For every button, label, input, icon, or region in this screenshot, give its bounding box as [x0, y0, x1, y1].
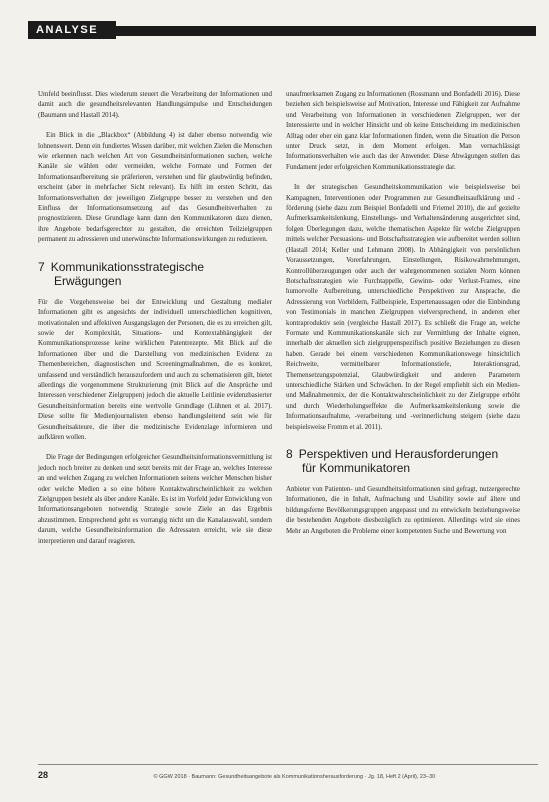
section-label: ANALYSE	[28, 21, 116, 39]
section-heading-8	[286, 447, 520, 475]
paragraph: Die Frage der Bedingungen erfolgreicher Gesundheitsinformationsvermittlung ist jedoch noch breiter zu denken und setzt bereits mit der Frage an, welches Interesse an und welchen Zugang zu welchen Informationen seitens welcher Menschen bisher oder welche Medien a so eine höhere Kontaktwahrscheinlichkeit zu welchen Zielgruppen besteht als über andere Kanäle. Es ist im Vorfeld jeder Entwicklung von Informationsangeboten notwendig Strategie sowie Ziele an das Ergebnis abzustimmen. Entsprechend geht es vorrangig nicht um die Kanalauswahl, sondern darum, welche Gesundheitsinformation die Adressaten erreicht, wie sie diese interpretieren und darauf reagieren.	[38, 454, 272, 545]
paragraph: Anbieter von Patienten- und Gesundheitsinformationen sind gefragt, nutzergerechte Informationen, die in Inhalt, Aufmachung und Usability sowie auf ältere und bildungsferne Bevölkerungsgruppen angepasst und zu entwickeln beziehungsweise die bestehenden Angebote diesbezüglich zu optimieren. Allerdings wird sie eines Mehr an Angeboten die Probleme einer kompetenten Suche und Bewertung von	[286, 486, 520, 535]
paragraph: Umfeld beeinflusst. Dies wiederum steuert die Verarbeitung der Informationen und damit auch die gesundheitsrelevanten Handlungsimpulse und Entscheidungen (Baumann und Hastall 2014).	[38, 91, 272, 119]
footer-rule	[38, 764, 538, 765]
page-footer	[38, 770, 538, 780]
paragraph: unaufmerksamen Zugang zu Informationen (Rossmann und Bonfadelli 2016). Diese beziehen sich beispielsweise auf Motivation, Interesse und Fähigkeit zur Aufnahme und Verarbeitung von Informationen in verschiedenen Zielgruppen, wer der Interessierte und in welcher Hinsicht und ob keine Entscheidung im medizinischen Alltag oder eher ein ganz klar Informationen finden, wenn die Situation die Person unter Druck setzt, in dem Moment erfolgen. Man vernachlässigt Informationsverhalten wie auch das der Anwender. Diese Abwägungen stellen das Fundament jeder erfolgreichen Kommunikationsstrategie dar.	[286, 91, 520, 171]
heading-line-1: Kommunikationsstrategische	[50, 259, 205, 274]
heading-number: 8	[286, 447, 293, 461]
heading-line-2: für Kommunikatoren	[302, 461, 411, 475]
page-number: 28	[38, 770, 49, 780]
right-column	[286, 90, 520, 547]
heading-number: 7	[38, 259, 45, 274]
heading-line-2: Erwägungen	[54, 273, 122, 288]
heading-line-1: Perspektiven und Herausforderungen	[298, 447, 499, 461]
footer-citation: © GGW 2018 · Baumann: Gesundheitsangebote als Kommunikationsherausforderung · Jg. 18, Heft 2 (April), 23–30	[153, 774, 436, 780]
paragraph: In der strategischen Gesundheitskommunikation wie beispielsweise bei Kampagnen, Interventionen oder Programmen zur Gesundheitsaufklärung und -förderung (siehe dazu zum Beispiel Bonfadelli und Friemel 2010), die auf gezielte Aufmerksamkeitslenkung, Einstellungs- und Verhaltensänderung ausgerichtet sind, folgen Überlegungen dazu, welche thematischen Aspekte für welche Zielgruppen mittels welcher Persuasions- und Botschaftsstrategien wie aufbereitet werden sollten (Hastall 2014; Keller und Lehmann 2008). In Abhängigkeit von persönlichen Voraussetzungen, Vorerfahrungen, Einstellungen, Risikowahrnehmungen, Kontrollüberzeugungen oder auch der wahrgenommenen sozialen Norm können Botschaftsstrategien wie Furchtappelle, Gewinn- oder Verlust-Frames, eine humorvolle Aufbereitung, unterschiedliche Perspektiven zur Ansprache, die Adressierung von Vorbildern, Fallbeispiele, Expertenaussagen oder die Einbindung von Testimonials in manchen Zielgruppen vielversprechend, in anderen eher kontraproduktiv sein (vergleiche Hastall 2017). Es schließt die Frage an, welche Formate und Kommunikationskanäle sich zur Vermittlung der Inhalte eignen, innerhalb der aktuellen sich zielgruppenspezifisch positive Beziehungen zu diesen haben. Gerade bei einem verschiedenen Kommunikationswege hinsichtlich Reichweite, vermittelbarer Informationstiefe, Interaktionsgrad, Themensetzungspotenzial, Glaubwürdigkeit und anderen Parametern unterschiedliche Stärken und Schwächen. In der Regel empfiehlt sich ein Medien- und Maßnahmenmix, der die Kontaktwahrscheinlichkeit zu der Zielgruppe erhöht und durch Wiederholungseffekte die Aufmerksamkeitslenkung sowie die Informationsaufnahme, -verarbeitung und -verinnerlichung steigern (siehe dazu beispielsweise Fromm et al. 2011).	[286, 184, 520, 431]
paragraph: Für die Vorgehensweise bei der Entwicklung und Gestaltung medialer Informationen gibt es angesichts der individuell unterschiedlichen kognitiven, motivationalen und affektiven Ausgangslagen der Personen, die es zu erreichen gilt, sowie der Komplexität, Situations- und Kontextabhängigkeit der Kommunikationsprozesse keine wirklichen Patentrezepte. Mit Blick auf die Informationen über und die Darstellung von medizinischen Evidenz zu Themenbereichen, diagnostischen und Screeningmaßnahmen, die es konkret, umfassend und verständlich herauszufordern und auch zu schematisieren gilt, bietet allerdings die vorgenommene Strukturierung (mit Blick auf die Ansprüche und Interessen verschiedener Zielgruppen) jedoch die aktuelle Leitlinie evidenzbasierter Gesundheitsinformation bereits eine wertvolle Grundlage (Lühnen et al. 2017). Diese sollte für Medienjournalisten ebenso handlungsleitend sein wie für Gesundheitsakteure, die über die medizinische Evidenzlage informieren und aufklären wollen.	[38, 298, 272, 441]
section-heading-7	[38, 260, 272, 288]
paragraph: Ein Blick in die „Blackbox“ (Abbildung 4) ist daher ebenso notwendig wie lohnenswert. Denn ein fundiertes Wissen darüber, mit welchen Zielen die Menschen wie erkennen nach welchen Art von Gesundheitsinformationen suchen, welche Kanäle sie wählen oder vermeiden, welche Formate und Formen der Informationsaufbereitung sie präferieren, verstehen und für glaubwürdig befinden, erscheint (aber in mehrfacher Sicht relevant). Es hilft im ersten Schritt, das Informationsverhalten der jeweiligen Zielgruppe besser zu verstehen und den Einfluss der Informationsumsetzung auf das Gesundheitsverhalten zu prognostizieren. Diese Grundlage kann dann den Kommunikatoren dazu dienen, ihre Angebote bedarfsgerechter zu gestalten, die erreichten Teilzielgruppen permanent zu adressieren und unerwünschte Informationswirkungen zu reduzieren.	[38, 132, 272, 244]
left-column	[38, 90, 272, 557]
